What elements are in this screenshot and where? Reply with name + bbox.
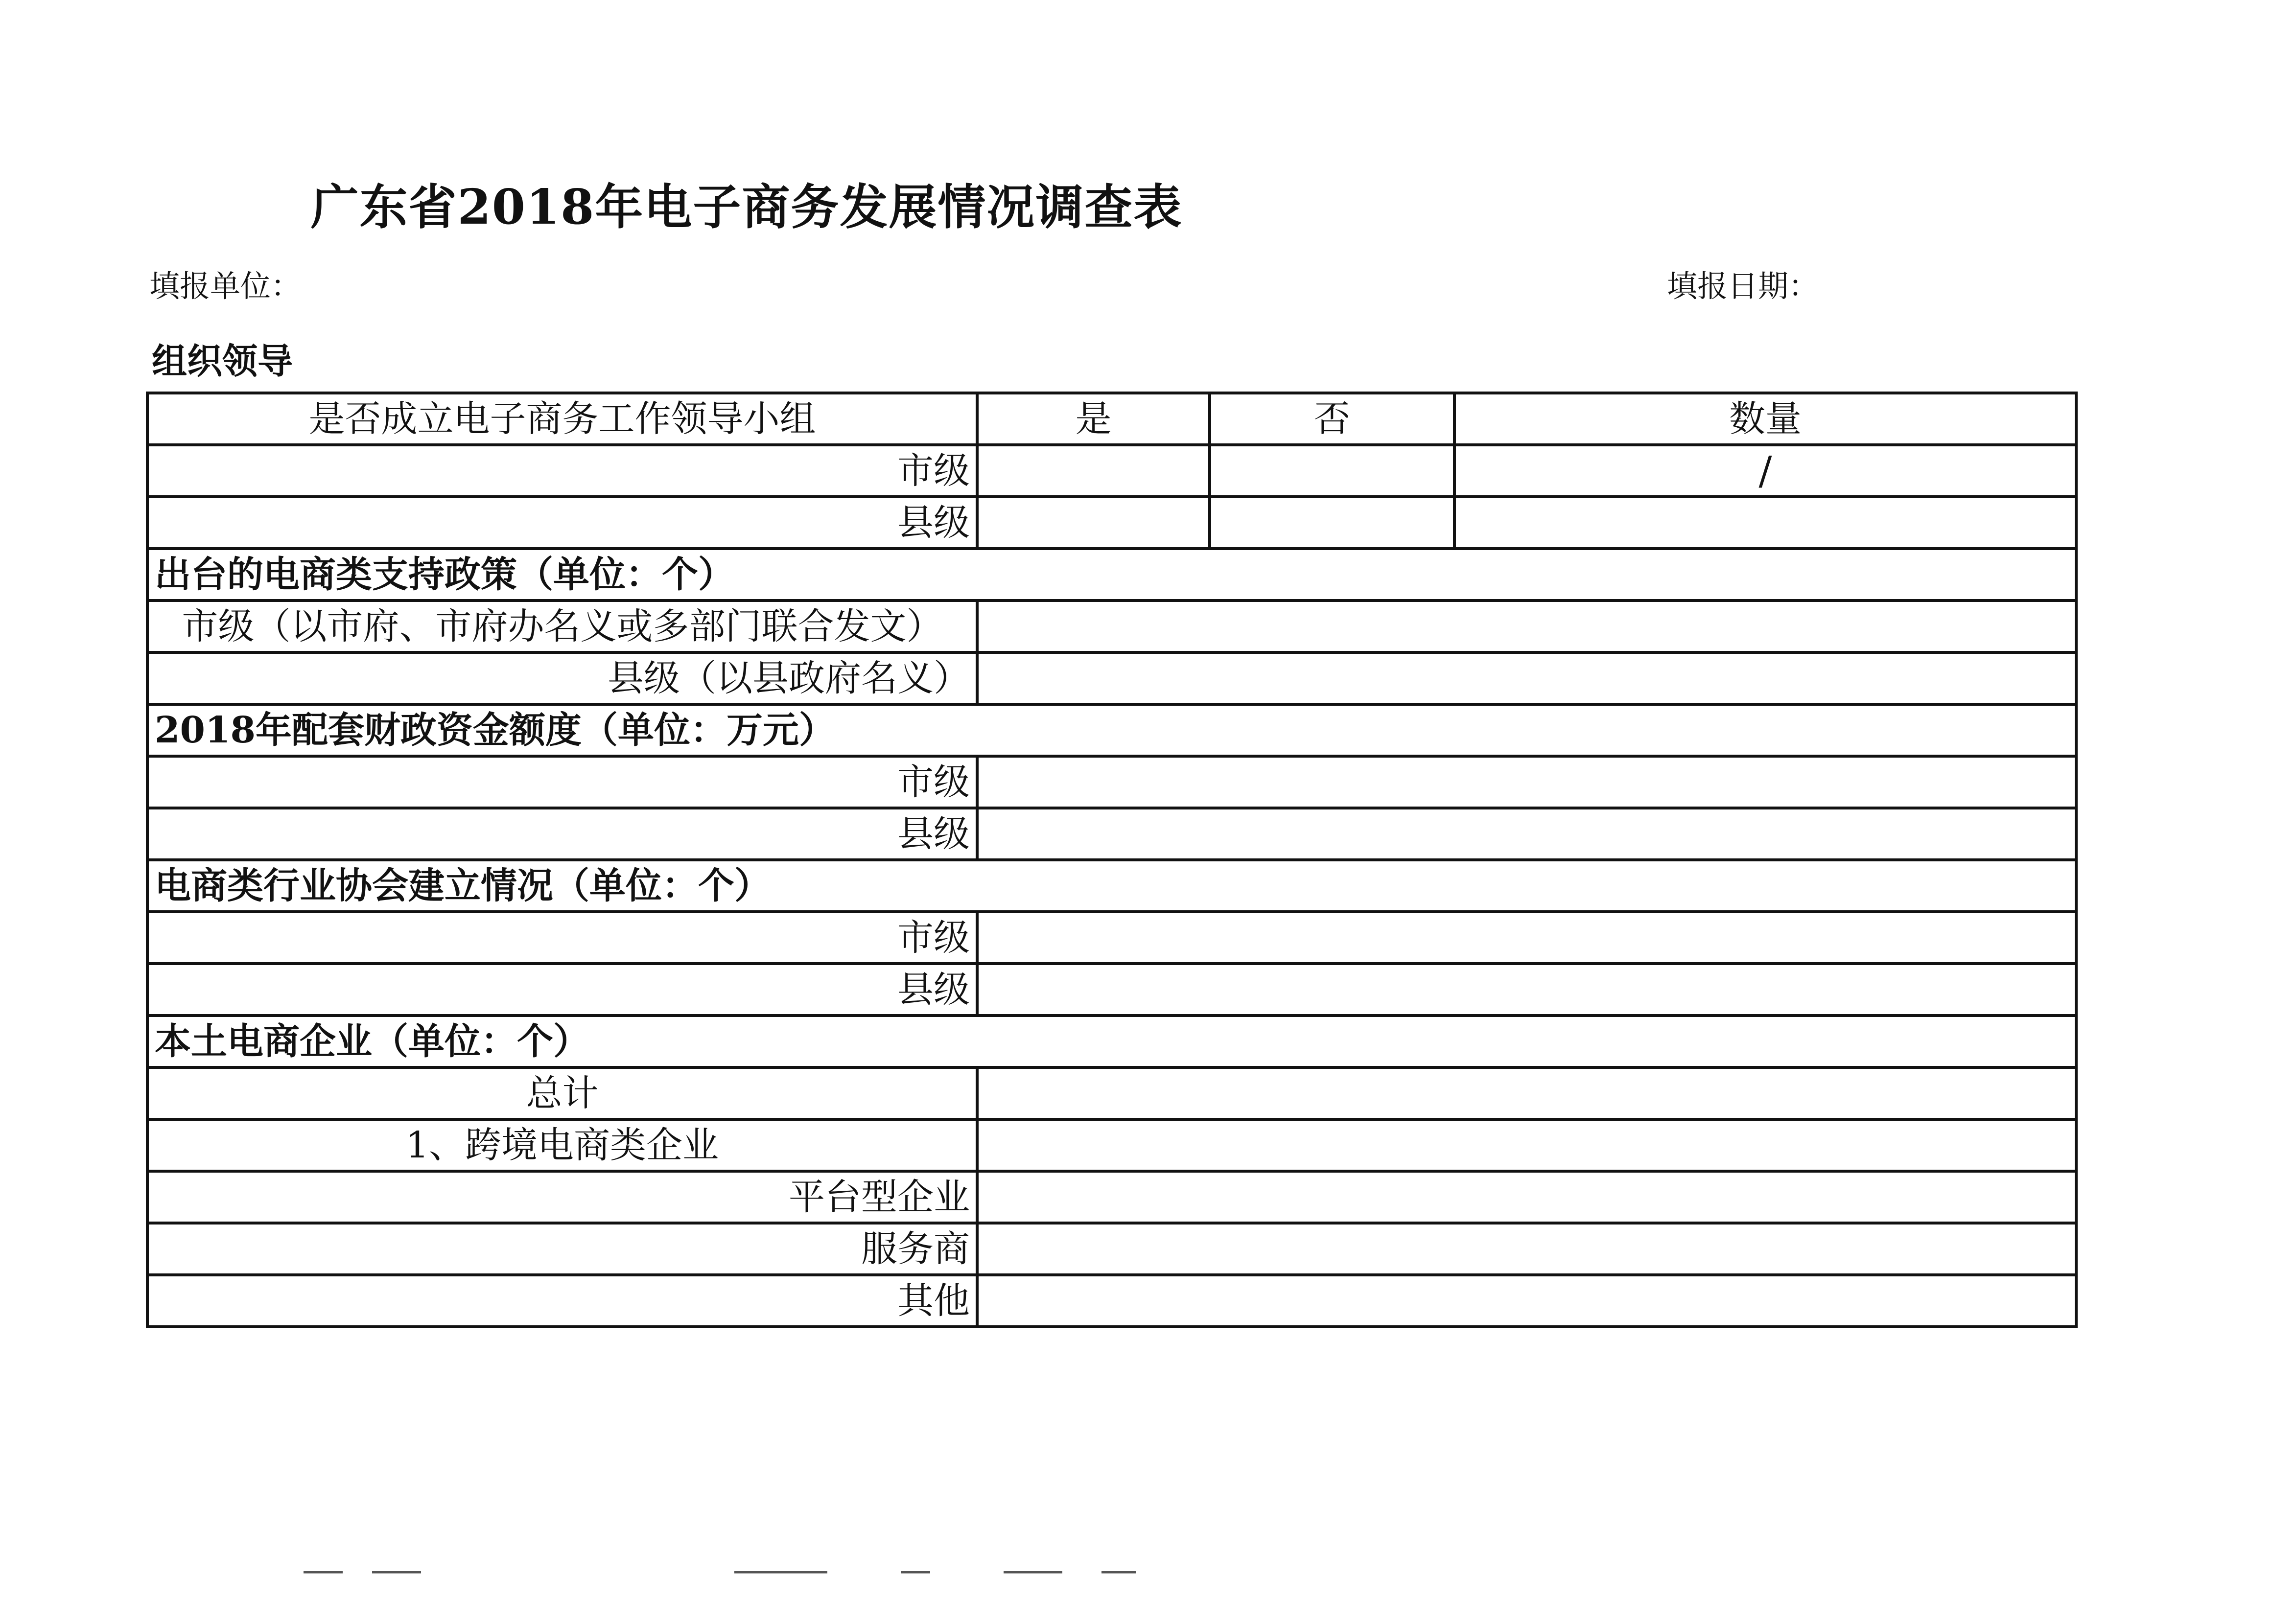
row-label: 总计	[147, 1067, 977, 1119]
table-row	[147, 1275, 2076, 1327]
table-row	[147, 601, 2076, 652]
table-row	[147, 964, 2076, 1016]
column-header-no: 否	[1210, 393, 1454, 445]
value-cell[interactable]	[977, 1275, 2076, 1327]
leading-group-question: 是否成立电子商务工作领导小组	[147, 393, 977, 445]
row-label: 1、跨境电商类企业	[147, 1119, 977, 1171]
scan-mark	[1101, 1571, 1136, 1573]
category-header-policies: 出台的电商类支持政策（单位：个）	[147, 549, 2076, 601]
table-row	[147, 808, 2076, 860]
table-row	[147, 652, 2076, 704]
yes-cell[interactable]	[977, 445, 1210, 497]
no-cell[interactable]	[1210, 445, 1454, 497]
count-cell[interactable]	[1454, 497, 2076, 549]
value-cell[interactable]	[977, 808, 2076, 860]
scan-mark	[901, 1571, 930, 1573]
row-label: 市级	[147, 445, 977, 497]
row-label: 县级	[147, 497, 977, 549]
scan-mark	[734, 1571, 827, 1573]
category-header-associations: 电商类行业协会建立情况（单位：个）	[147, 860, 2076, 912]
table-row	[147, 393, 2076, 445]
value-cell[interactable]	[977, 912, 2076, 964]
section-title: 组织领导	[152, 340, 293, 382]
value-cell[interactable]	[977, 964, 2076, 1016]
yes-cell[interactable]	[977, 497, 1210, 549]
category-header-enterprises: 本土电商企业（单位：个）	[147, 1016, 2076, 1067]
table-row	[147, 860, 2076, 912]
row-label: 县级	[147, 964, 977, 1016]
row-label: 服务商	[147, 1223, 977, 1275]
table-row	[147, 1119, 2076, 1171]
value-cell[interactable]	[977, 756, 2076, 808]
row-label: 县级	[147, 808, 977, 860]
row-label: 其他	[147, 1275, 977, 1327]
category-header-funds: 2018年配套财政资金额度（单位：万元）	[147, 704, 2076, 756]
table-row	[147, 1016, 2076, 1067]
table-row	[147, 912, 2076, 964]
no-cell[interactable]	[1210, 497, 1454, 549]
scan-marks	[304, 1571, 1478, 1575]
scan-mark	[304, 1571, 343, 1573]
column-header-yes: 是	[977, 393, 1210, 445]
reporting-date-label: 填报日期：	[1667, 268, 1819, 304]
value-cell[interactable]	[977, 601, 2076, 652]
form-title: 广东省2018年电子商务发展情况调查表	[310, 179, 1183, 235]
row-label: 市级	[147, 912, 977, 964]
row-label: 市级（以市府、市府办名义或多部门联合发文）	[147, 601, 977, 652]
row-label: 县级（以县政府名义）	[147, 652, 977, 704]
scan-mark	[1004, 1571, 1062, 1573]
value-cell[interactable]	[977, 1171, 2076, 1223]
table-row	[147, 1223, 2076, 1275]
column-header-count: 数量	[1454, 393, 2076, 445]
value-cell[interactable]	[977, 1223, 2076, 1275]
scan-mark	[372, 1571, 421, 1573]
survey-table	[146, 392, 2078, 1328]
table-row	[147, 1067, 2076, 1119]
count-cell[interactable]: /	[1454, 445, 2076, 497]
value-cell[interactable]	[977, 1067, 2076, 1119]
row-label: 市级	[147, 756, 977, 808]
table-row	[147, 497, 2076, 549]
table-row	[147, 704, 2076, 756]
row-label: 平台型企业	[147, 1171, 977, 1223]
table-row	[147, 1171, 2076, 1223]
table-row	[147, 549, 2076, 601]
table-row	[147, 445, 2076, 497]
table-row	[147, 756, 2076, 808]
value-cell[interactable]	[977, 1119, 2076, 1171]
reporting-unit-label: 填报单位：	[149, 268, 302, 304]
value-cell[interactable]	[977, 652, 2076, 704]
